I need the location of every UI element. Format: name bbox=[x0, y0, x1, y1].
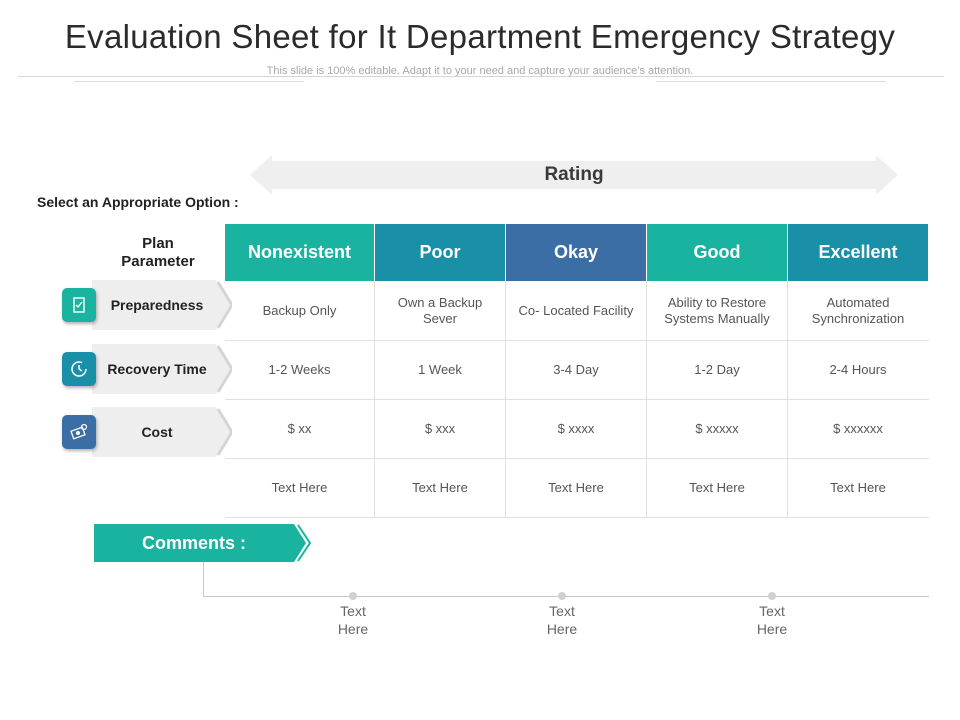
table-cell[interactable]: Text Here bbox=[412, 480, 468, 495]
rating-label: Rating bbox=[544, 164, 604, 185]
table-cell[interactable]: $ xxxxx bbox=[695, 421, 739, 436]
table-cell[interactable]: Text Here bbox=[548, 480, 604, 495]
parameter-cost[interactable] bbox=[60, 407, 232, 457]
table-cell[interactable]: 2-4 Hours bbox=[829, 362, 887, 377]
table-cell[interactable]: $ xxxx bbox=[557, 421, 595, 436]
checklist-icon bbox=[62, 288, 96, 322]
header-poor[interactable] bbox=[375, 224, 505, 281]
header-label: Poor bbox=[419, 242, 461, 262]
header-label: Okay bbox=[553, 242, 599, 262]
timeline-dot bbox=[558, 592, 566, 600]
subtitle-underline-right bbox=[656, 81, 886, 82]
header-label: Nonexistent bbox=[247, 242, 352, 262]
timeline-dot bbox=[768, 592, 776, 600]
table-cell[interactable]: Own a Backup Sever bbox=[397, 295, 483, 326]
select-option-label: Select an Appropriate Option : bbox=[37, 194, 239, 210]
comment-text[interactable]: Text Here bbox=[756, 603, 788, 637]
parameter-label: Recovery Time bbox=[107, 361, 207, 377]
table-cell[interactable]: Text Here bbox=[271, 480, 328, 495]
plan-parameter-heading: Plan Parameter bbox=[121, 235, 195, 270]
header-label: Excellent bbox=[818, 242, 898, 262]
table-cell[interactable]: Ability to Restore Systems Manually bbox=[664, 295, 770, 326]
timeline-dot bbox=[349, 592, 357, 600]
header-nonexistent[interactable] bbox=[225, 224, 374, 281]
table-cell[interactable]: $ xxxxxx bbox=[833, 421, 883, 436]
comments-label: Comments : bbox=[141, 532, 246, 553]
table-cell[interactable]: Co- Located Facility bbox=[518, 303, 634, 318]
table-cell[interactable]: Text Here bbox=[689, 480, 745, 495]
slide-subtitle: This slide is 100% editable. Adapt it to your need and capture your audience’s attention. bbox=[266, 65, 694, 77]
table-cell[interactable]: Backup Only bbox=[262, 303, 337, 318]
slide-title: Evaluation Sheet for It Department Emergency Strategy bbox=[64, 18, 896, 55]
table-cell[interactable]: 1-2 Weeks bbox=[268, 362, 331, 377]
table-cell[interactable]: $ xxx bbox=[424, 421, 456, 436]
table-cell[interactable]: Text Here bbox=[830, 480, 886, 495]
clock-refresh-icon bbox=[62, 352, 96, 386]
table-cell[interactable]: Automated Synchronization bbox=[811, 295, 905, 326]
comment-text[interactable]: Text Here bbox=[546, 603, 578, 637]
grid-divider bbox=[225, 517, 929, 518]
timeline-connector bbox=[203, 562, 204, 597]
header-good[interactable] bbox=[647, 224, 787, 281]
header-excellent[interactable] bbox=[788, 224, 928, 281]
parameter-preparedness[interactable] bbox=[60, 280, 232, 330]
header-label: Good bbox=[693, 242, 741, 262]
table-cell[interactable]: 3-4 Day bbox=[553, 362, 599, 377]
parameter-label: Preparedness bbox=[110, 297, 204, 313]
subtitle-underline-left bbox=[74, 81, 304, 82]
header-okay[interactable] bbox=[506, 224, 646, 281]
parameter-recovery-time[interactable] bbox=[60, 344, 232, 394]
timeline-line bbox=[203, 596, 929, 597]
table-cell[interactable]: 1 Week bbox=[418, 362, 462, 377]
parameter-label: Cost bbox=[141, 424, 173, 440]
table-cell[interactable]: 1-2 Day bbox=[694, 362, 740, 377]
comment-text[interactable]: Text Here bbox=[337, 603, 369, 637]
table-cell[interactable]: $ xx bbox=[287, 421, 312, 436]
money-icon bbox=[62, 415, 96, 449]
